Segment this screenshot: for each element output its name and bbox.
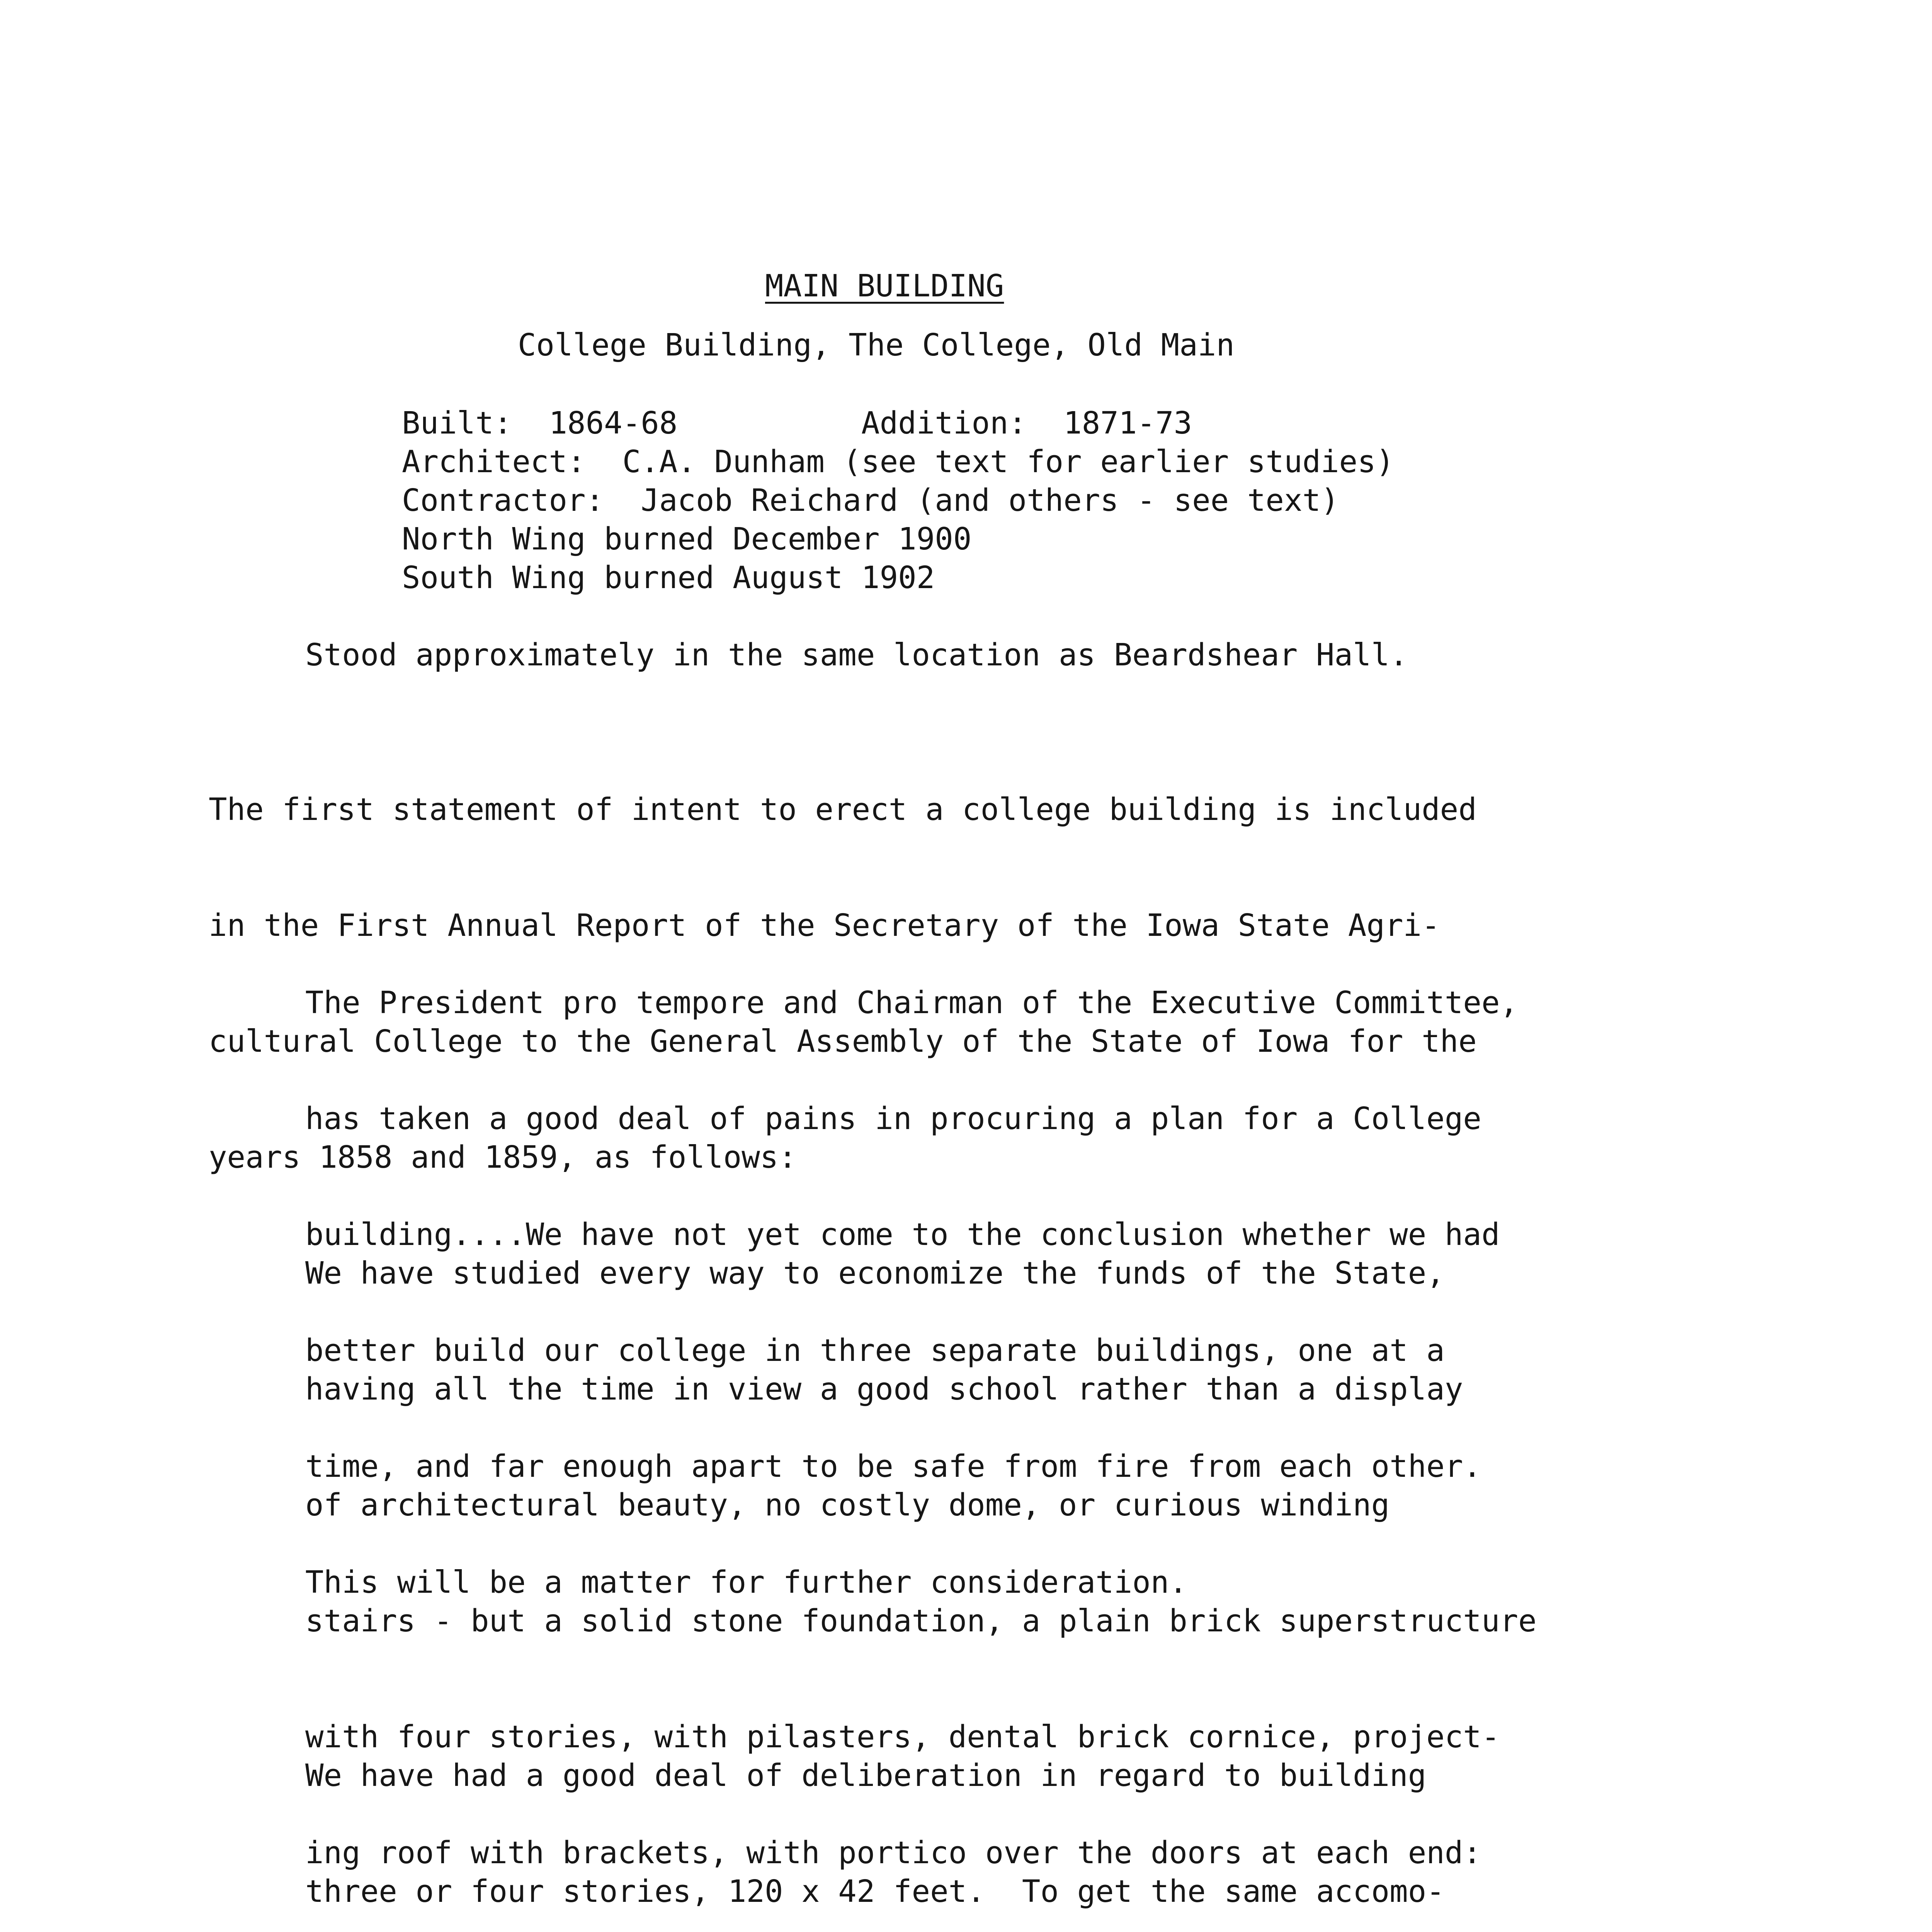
text-line: We have studied every way to economize the funds of the State, bbox=[305, 1255, 1445, 1291]
text-line: The President pro tempore and Chairman of the Executive Committee, bbox=[305, 985, 1519, 1020]
text-line: ing roof with brackets, with portico over the doors at each end: bbox=[305, 1835, 1481, 1871]
text-line: with four stories, with pilasters, dental brick cornice, project- bbox=[305, 1719, 1500, 1755]
text-line: having all the time in view a good school rather than a display bbox=[305, 1371, 1463, 1407]
text-line: stairs - but a solid stone foundation, a plain brick superstructure bbox=[305, 1603, 1537, 1639]
text-line: better build our college in three separate buildings, one at a bbox=[305, 1333, 1445, 1368]
text-line: time, and far enough apart to be safe from fire from each other. bbox=[305, 1449, 1481, 1484]
text-line: The first statement of intent to erect a college building is included bbox=[209, 792, 1477, 827]
building-facts bbox=[402, 404, 1394, 597]
fact-south-wing: South Wing burned August 1902 bbox=[402, 560, 935, 595]
text-line: of architectural beauty, no costly dome, or curious winding bbox=[305, 1487, 1390, 1523]
text-line: This will be a matter for further consideration. bbox=[305, 1565, 1187, 1600]
text-line: years 1858 and 1859, as follows: bbox=[209, 1139, 797, 1175]
text-line: in the First Annual Report of the Secretary of the Iowa State Agri- bbox=[209, 908, 1440, 943]
fact-architect: Architect: C.A. Dunham (see text for earlier studies) bbox=[402, 444, 1395, 480]
page-title: MAIN BUILDING bbox=[765, 268, 1004, 304]
quote-paragraph-3 bbox=[305, 1679, 1481, 1932]
fact-contractor: Contractor: Jacob Reichard (and others - see text) bbox=[402, 483, 1339, 518]
fact-north-wing: North Wing burned December 1900 bbox=[402, 521, 972, 557]
text-line: three or four stories, 120 x 42 feet. To get the same accomo- bbox=[305, 1874, 1445, 1909]
text-line: cultural College to the General Assembly of the State of Iowa for the bbox=[209, 1024, 1477, 1059]
page-subtitle: College Building, The College, Old Main bbox=[518, 327, 1235, 363]
fact-built: Built: 1864-68 Addition: 1871-73 bbox=[402, 405, 1192, 441]
text-line: We have had a good deal of deliberation in regard to building bbox=[305, 1758, 1427, 1793]
text-line: building....We have not yet come to the conclusion whether we had bbox=[305, 1217, 1500, 1252]
location-note: Stood approximately in the same location as Beardshear Hall. bbox=[305, 637, 1408, 673]
text-line: has taken a good deal of pains in procuring a plan for a College bbox=[305, 1101, 1481, 1136]
